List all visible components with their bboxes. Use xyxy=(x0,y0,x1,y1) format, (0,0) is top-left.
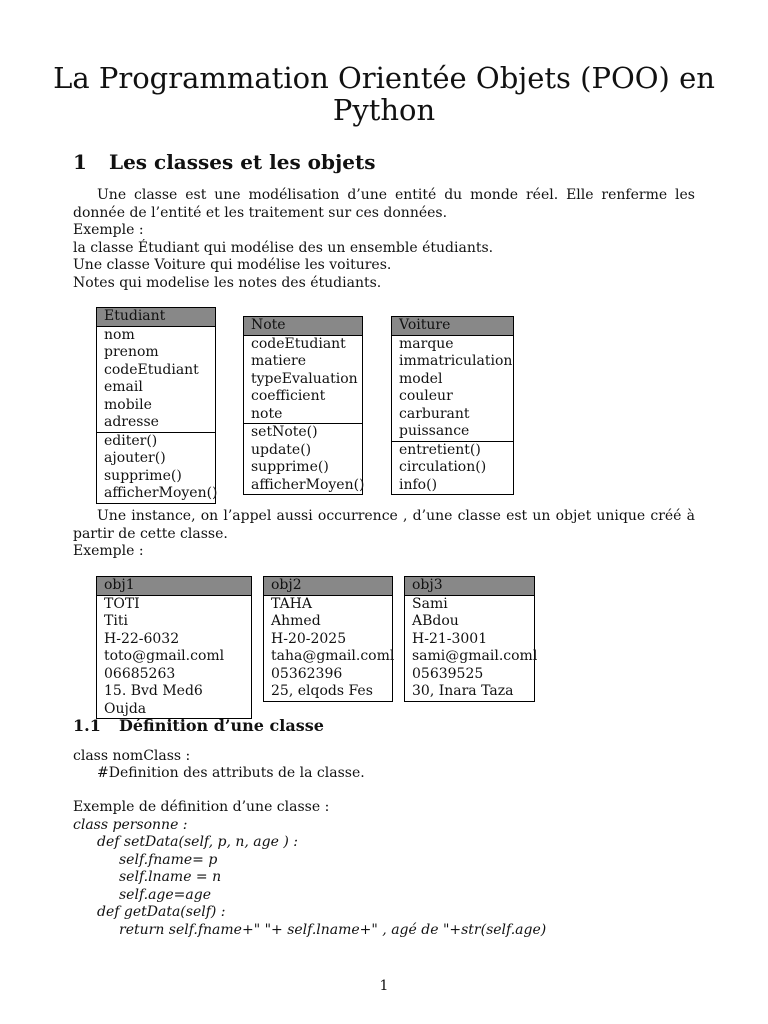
class-name: Voiture xyxy=(392,317,513,336)
class-name: Etudiant xyxy=(97,308,215,327)
intro-line: Exemple : xyxy=(73,222,144,238)
intro-line: Notes qui modelise les notes des étudiants. xyxy=(73,275,382,291)
class-methods: setNote() update() supprime() afficherMoyen() xyxy=(244,423,362,494)
syntax-line: class nomClass : xyxy=(73,748,191,764)
subsection-heading: 1.1 Définition d’une classe xyxy=(73,716,324,735)
class-attributes: marque immatriculation model couleur carburant puissance xyxy=(399,335,513,439)
intro-line: la classe Étudiant qui modélise des un ensemble étudiants. xyxy=(73,240,494,256)
code-line: self.lname = n xyxy=(119,869,222,885)
intro-paragraph: Une classe est une modélisation d’une entité du monde réel. Elle renferme les donnée de l’entité et les traitement sur ces données. xyxy=(73,187,695,221)
code-line: return self.fname+" "+ self.lname+" , agé de "+str(self.age) xyxy=(119,922,547,938)
object-values: Sami ABdou H-21-3001 sami@gmail.coml 05639525 30, Inara Taza xyxy=(412,595,538,699)
class-methods: entretient() circulation() info() xyxy=(392,441,513,495)
object-box-obj1 xyxy=(96,576,252,719)
code-line: def getData(self) : xyxy=(97,904,226,920)
class-methods: editer() ajouter() supprime() afficherMoyen() xyxy=(97,432,215,503)
object-name: obj3 xyxy=(405,577,534,596)
document-title: La Programmation Orientée Objets (POO) en Python xyxy=(53,61,715,127)
object-box-obj3 xyxy=(404,576,538,702)
object-values: TAHA Ahmed H-20-2025 taha@gmail.coml 05362396 25, elqods Fes xyxy=(271,595,395,699)
section-heading: 1 Les classes et les objets xyxy=(73,150,376,174)
syntax-comment: #Definition des attributs de la classe. xyxy=(97,765,365,781)
instance-paragraph: Une instance, on l’appel aussi occurrence , d’une classe est un objet unique créé à partir de cette classe. xyxy=(73,508,695,542)
code-line: self.age=age xyxy=(119,887,211,903)
object-values: TOTI Titi H-22-6032 toto@gmail.coml 06685263 15. Bvd Med6 Oujda xyxy=(104,595,225,717)
class-attributes: codeEtudiant matiere typeEvaluation coefficient note xyxy=(251,335,358,422)
class-attributes: nom prenom codeEtudiant email mobile adresse xyxy=(104,326,199,430)
class-box-etudiant xyxy=(96,307,216,504)
class-name: Note xyxy=(244,317,362,336)
intro-line: Une classe Voiture qui modélise les voitures. xyxy=(73,257,392,273)
class-box-voiture xyxy=(391,316,514,495)
object-name: obj2 xyxy=(264,577,392,596)
example-intro: Exemple de définition d’une classe : xyxy=(73,799,330,815)
object-name: obj1 xyxy=(97,577,251,596)
code-line: class personne : xyxy=(73,817,188,833)
page-number: 1 xyxy=(379,978,389,994)
code-line: self.fname= p xyxy=(119,852,218,868)
code-line: def setData(self, p, n, age ) : xyxy=(97,834,298,850)
object-box-obj2 xyxy=(263,576,393,702)
class-box-note xyxy=(243,316,363,495)
instance-example-label: Exemple : xyxy=(73,543,144,559)
